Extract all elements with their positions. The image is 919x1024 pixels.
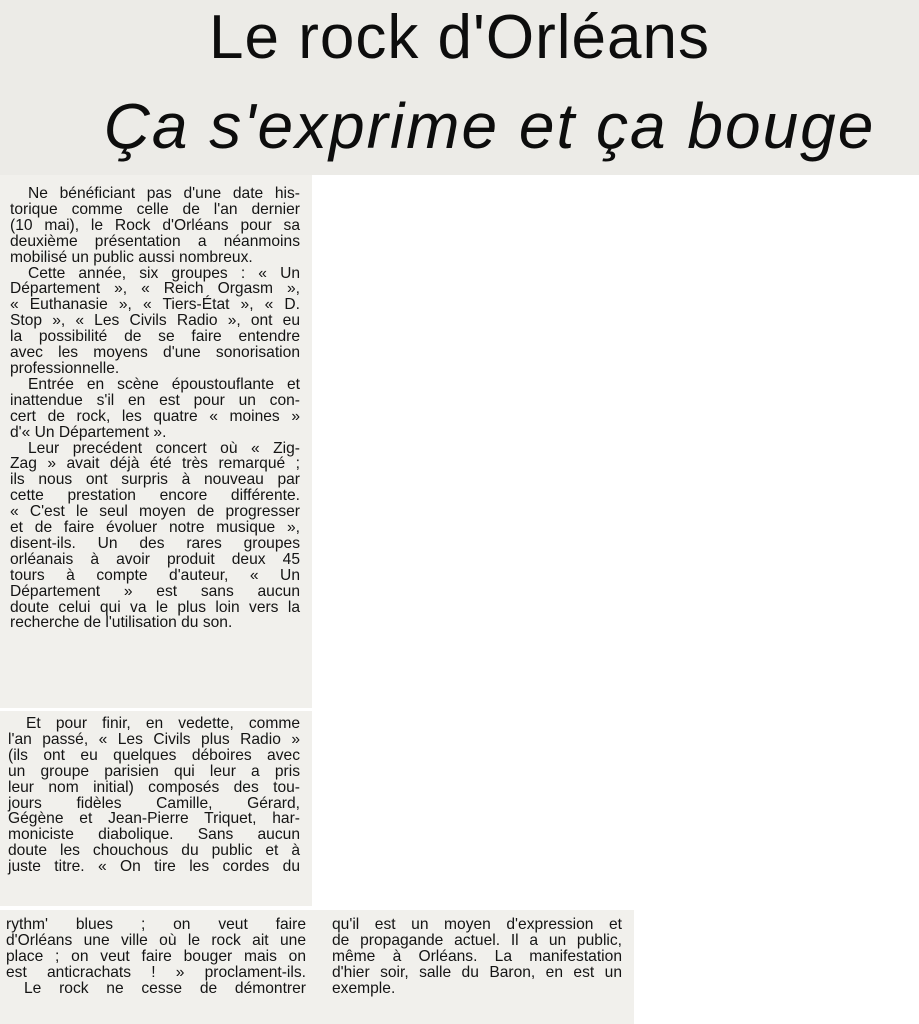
text-line: recherche de l'utilisation du son. <box>10 614 233 632</box>
paragraph <box>10 377 300 441</box>
text-line: orléanais à avoir produit deux 45 <box>10 550 300 568</box>
text-line: Département », « Reich Orgasm », <box>10 280 300 298</box>
text-line: rythm' blues ; on veut faire <box>6 916 306 933</box>
text-line: même à Orléans. La manifestation <box>332 947 622 965</box>
text-line: inattendue s'il en est pour un con- <box>10 391 300 409</box>
text-line: Et pour finir, en vedette, comme <box>26 715 300 732</box>
text-line: Entrée en scène époustouflante et <box>28 375 300 393</box>
text-line: et de faire évoluer notre musique », <box>10 519 300 537</box>
text-line: est anticrachats ! » proclament-ils. <box>6 963 306 981</box>
text-line: doute celui qui va le plus loin vers la <box>10 598 300 616</box>
text-line: cette prestation encore différente. <box>10 487 300 505</box>
text-line: moniciste diabolique. Sans aucun <box>8 826 300 844</box>
text-line: (10 mai), le Rock d'Orléans pour sa <box>10 216 300 234</box>
text-line: Département » est sans aucun <box>10 582 300 600</box>
headline-strip <box>0 0 919 175</box>
paragraph <box>10 441 300 632</box>
text-line: mobilisé un public aussi nombreux. <box>10 248 253 266</box>
text-line: de propagande actuel. Il a un public, <box>332 931 622 949</box>
text-line: l'an passé, « Les Civils plus Radio » <box>8 730 300 748</box>
text-line: doute les chouchous du public et à <box>8 842 300 860</box>
text-line: exemple. <box>332 979 396 997</box>
text-line: juste titre. « On tire les cordes du <box>8 858 300 876</box>
text-line: Leur precédent concert où « Zig- <box>28 439 300 457</box>
text-line: ils nous ont surpris à nouveau par <box>10 471 300 489</box>
text-line: avec les moyens d'une sonorisation <box>10 344 300 362</box>
paragraph <box>10 186 300 266</box>
text-line: d'« Un Département ». <box>10 423 167 441</box>
text-line: Stop », « Les Civils Radio », ont eu <box>10 312 300 330</box>
text-line: Le rock ne cesse de démontrer <box>24 979 306 997</box>
text-line: torique comme celle de l'an dernier <box>10 200 300 218</box>
paragraph <box>10 266 300 377</box>
article-column-4 <box>332 917 622 997</box>
text-line: d'hier soir, salle du Baron, en est un <box>332 963 622 981</box>
text-line: Ne bénéficiant pas d'une date his- <box>28 185 300 202</box>
text-line: Zag » avait déjà été très remarqué ; <box>10 455 300 473</box>
text-line: la possibilité de se faire entendre <box>10 328 300 346</box>
text-line: cert de rock, les quatre « moines » <box>10 407 300 425</box>
text-line: tours à compte d'auteur, « Un <box>10 566 300 584</box>
text-line: leur nom initial) composés des tou- <box>8 778 300 796</box>
text-line: place ; on veut faire bouger mais on <box>6 947 306 965</box>
text-line: « C'est le seul moyen de progresser <box>10 503 300 521</box>
article-title: Le rock d'Orléans <box>209 3 710 72</box>
text-line: qu'il est un moyen d'expression et <box>332 916 622 933</box>
text-line: (ils ont eu quelques déboires avec <box>8 746 300 764</box>
text-line: professionnelle. <box>10 359 120 377</box>
text-line: Gégène et Jean-Pierre Triquet, har- <box>8 810 300 828</box>
text-line: deuxième présentation a néanmoins <box>10 232 300 250</box>
article-column-2 <box>8 716 300 875</box>
text-line: disent-ils. Un des rares groupes <box>10 534 300 552</box>
text-line: Cette année, six groupes : « Un <box>28 264 300 282</box>
text-line: d'Orléans une ville où le rock ait une <box>6 931 306 949</box>
article-column-3 <box>6 917 306 997</box>
article-subtitle: Ça s'exprime et ça bouge <box>103 90 876 162</box>
text-line: un groupe parisien qui leur a pris <box>8 762 300 780</box>
text-line: jours fidèles Camille, Gérard, <box>8 794 300 812</box>
article-column-1 <box>10 186 300 631</box>
text-line: « Euthanasie », « Tiers-État », « D. <box>10 296 300 314</box>
